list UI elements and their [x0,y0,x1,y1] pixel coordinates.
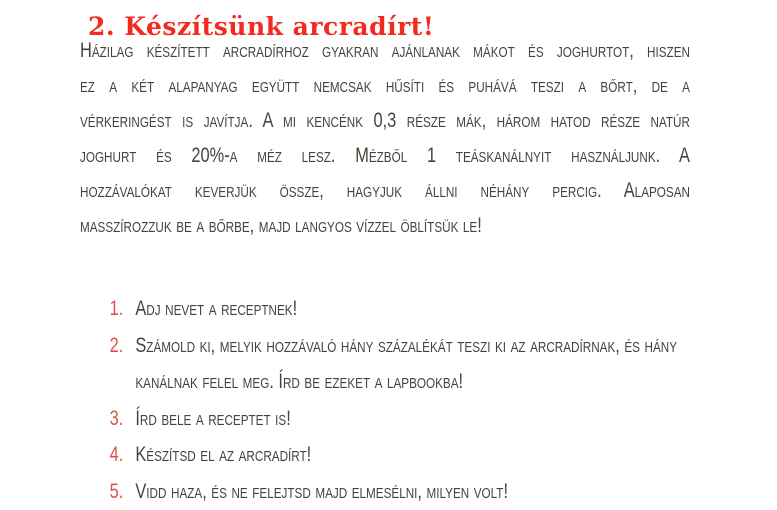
task-number: 2. [110,328,136,365]
task-item [110,437,690,474]
intro-line: Házilag készített arcradírhoz gyakran ajánlanak mákot és joghurtot, hiszen [80,33,690,68]
task-number: 5. [110,474,136,510]
intro-line: hozzávalókat keverjük össze, hagyjuk állni néhány percig. Alaposan [80,173,690,208]
intro-paragraph [80,33,690,243]
task-number: 1. [110,291,136,328]
intro-line: vérkeringést is javítja. A mi kencénk 0,3 része mák, három hatod része natúr [80,103,690,138]
task-text: Számold ki, melyik hozzávaló hány százalékát teszi ki az arcradírnak, és hány kanálnak felel meg. Írd be ezeket a lapbookba! [135,328,690,401]
task-number: 4. [110,437,136,474]
page-title: 2. Készítsünk arcradírt! [88,12,434,42]
task-text: Vidd haza, és ne felejtsd majd elmesélni, milyen volt! [135,474,690,510]
task-text: Adj nevet a receptnek! [135,291,690,328]
body-content [80,33,690,510]
task-item [110,291,690,328]
task-number: 3. [110,401,136,438]
task-item [110,328,690,401]
intro-line: ez a két alapanyag együtt nemcsak hűsíti és puhává teszi a bőrt, de a [80,68,690,103]
task-item [110,401,690,438]
task-text: Írd bele a receptet is! [135,401,690,438]
task-list [80,291,690,510]
intro-line: joghurt és 20%-a méz lesz. Mézből 1 teáskanálnyit használjunk. A [80,138,690,173]
task-text: Készítsd el az arcradírt! [135,437,690,474]
task-item [110,474,690,510]
intro-line: masszírozzuk be a bőrbe, majd langyos vízzel öblítsük le! [80,208,690,243]
